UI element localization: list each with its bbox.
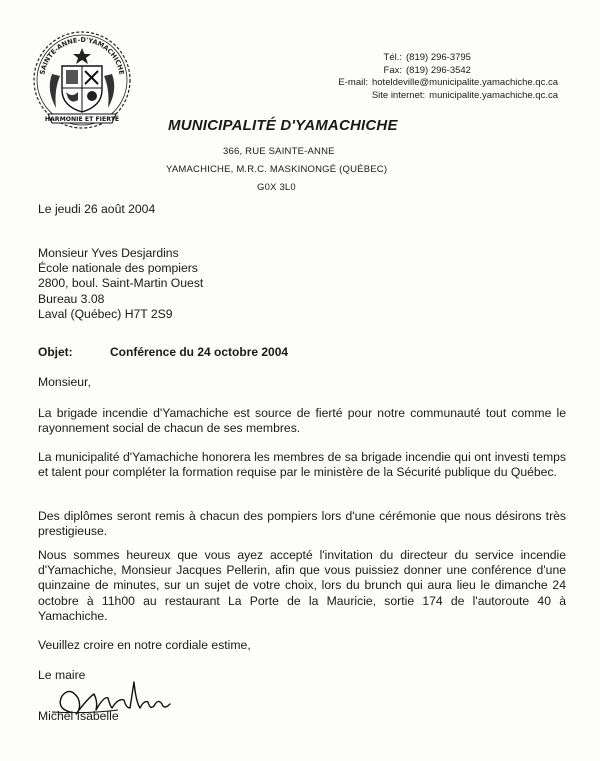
subject-text: Conférence du 24 octobre 2004 (110, 345, 289, 359)
body-paragraph: Nous sommes heureux que vous ayez accepté l'invitation du directeur du service incendie d'Yamachiche, Monsieur Jacques Pellerin, afin que vous puissiez donner une conférence d'une quinzaine de minutes, sur un sujet de votre choix, lors du brunch qui aura lieu le dimanche 24 octobre à 11h00 au restaurant La Porte de la Mauricie, sortie 174 de l'autoroute 40 à Yamachiche. (38, 548, 566, 623)
email-label: E-mail: (338, 77, 368, 88)
crest-motto: HARMONIE ET FIERTÉ (44, 116, 120, 123)
contact-phone-row (228, 52, 558, 65)
recipient-line: École nationale des pompiers (38, 261, 198, 276)
letter-date: Le jeudi 26 août 2004 (38, 202, 156, 216)
phone-value: (819) 296-3795 (406, 52, 471, 63)
closing-line: Veuillez croire en notre cordiale estime, (38, 638, 251, 652)
recipient-line: Laval (Québec) H7T 2S9 (38, 306, 173, 321)
body-paragraph: La municipalité d'Yamachiche honorera les membres de sa brigade incendie qui ont investi temps et talent pour compléter la formation requise par le ministère de la Sécurité publique du Québec. (38, 450, 566, 480)
municipality-name: MUNICIPALITÉ D'YAMACHICHE (168, 117, 398, 134)
signer-title: Le maire (38, 668, 86, 682)
contact-email-row (228, 77, 558, 90)
site-value: municipalite.yamachiche.qc.ca (429, 89, 558, 101)
postal-code: G0X 3L0 (257, 182, 296, 193)
salutation: Monsieur, (38, 375, 91, 389)
site-label: Site internet: (371, 89, 426, 101)
fax-label: Fax: (383, 64, 402, 76)
contact-block (228, 52, 558, 102)
subject-label: Objet: (38, 345, 73, 359)
recipient-address (38, 246, 203, 322)
crest-top-text: SAINTE-ANNE-D'YAMACHICHE (38, 35, 126, 76)
body-paragraph: Des diplômes seront remis à chacun des pompiers lors d'une cérémonie que nous désirons très prestigieuse. (38, 509, 566, 539)
body-paragraph: La brigade incendie d'Yamachiche est source de fierté pour notre communauté tout comme le rayonnement social de chacun de ses membres. (38, 406, 566, 436)
address-line-1: 366, RUE SAINTE-ANNE (223, 146, 335, 157)
signer-name: Michel Isabelle (38, 709, 119, 723)
recipient-line: 2800, boul. Saint-Martin Ouest (38, 276, 204, 291)
recipient-line: Bureau 3.08 (38, 291, 105, 306)
fax-value: (819) 296-3542 (406, 64, 471, 76)
contact-fax-row (228, 65, 558, 78)
email-value: hoteldeville@municipalite.yamachiche.qc.ca (371, 77, 558, 88)
municipal-crest-logo (30, 28, 134, 132)
address-line-2: YAMACHICHE, M.R.C. MASKINONGÉ (QUÉBEC) (166, 164, 388, 175)
phone-label: Tél.: (383, 52, 402, 63)
recipient-line: Monsieur Yves Desjardins (38, 246, 179, 260)
contact-site-row (228, 90, 558, 103)
